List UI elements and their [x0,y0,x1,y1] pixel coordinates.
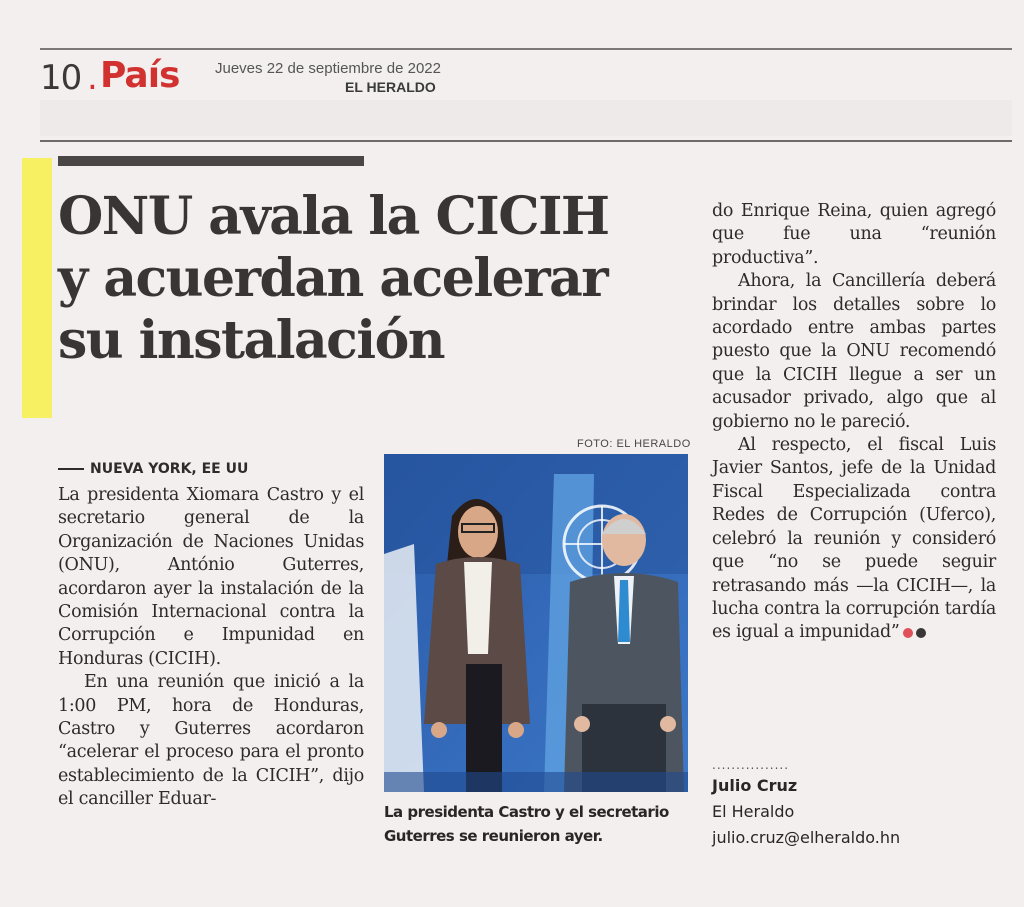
paper-name: EL HERALDO [345,79,436,95]
dateline-dash [58,468,84,470]
headline [58,186,698,372]
photo-caption: La presidenta Castro y el secretario Guterres se reunieron ayer. [384,803,669,845]
byline-author: Julio Cruz [712,776,798,795]
paragraph-3: do Enrique Reina, quien agregó que fue una “reunión productiva”. [712,201,996,268]
paragraph-2: En una reunión que inició a la 1:00 PM, hora de Honduras, Castro y Guterres acordaron “acelerar el proceso para el pronto establecimiento de la CICIH”, dijo el canciller Eduar- [58,672,364,810]
photo-credit: FOTO: EL HERALDO [577,438,691,450]
byline-outlet: El Heraldo [712,802,795,821]
byline-email: julio.cruz@elheraldo.hn [712,828,901,847]
headline-line-2: y acuerdan acelerar [58,248,608,309]
end-mark-icon [903,628,913,638]
paragraph-4: Ahora, la Cancillería deberá brindar los detalles sobre lo acordado entre ambas partes puesto que la ONU recomendó que la CICIH llegue a ser un acusador privado, algo que al gobierno no le pareció. [712,271,996,432]
headline-line-1: ONU avala la CICIH [58,186,609,247]
dateline-text: NUEVA YORK, EE UU [90,461,249,477]
article-column-3 [712,200,996,645]
page-number: 10 [40,58,82,98]
section-name: País [100,55,180,96]
article-column-1 [58,484,364,812]
end-mark-icon [916,628,926,638]
paragraph-5-text: Al respecto, el fiscal Luis Javier Santos, jefe de la Unidad Fiscal Especializada contra Redes de Corrupción (Uferco), celebró la reunión y consideró que “no se puede seguir retrasando más —la CICIH—, la lucha contra la corrupción tardía es igual a impunidad” [712,435,997,643]
section-rule [40,140,1012,142]
page-number-dot: . [87,58,98,98]
paragraph-1: La presidenta Xiomara Castro y el secretario general de la Organización de Naciones Unidas (ONU), António Guterres, acordaron ayer la instalación de la Comisión Internacional contra la Corrupción e Impunidad en Honduras (CICIH). [58,485,364,669]
issue-date: Jueves 22 de septiembre de 2022 [215,60,441,77]
dateline [58,461,248,477]
byline-separator: ................ [712,758,790,772]
top-rule [40,48,1012,50]
photo-illustration [384,454,688,792]
paragraph-5 [712,434,996,645]
article-photo [384,454,688,792]
headline-line-3: su instalación [58,310,445,371]
header-band [40,100,1012,136]
headline-bar [58,156,364,166]
highlighter-mark [22,158,52,418]
